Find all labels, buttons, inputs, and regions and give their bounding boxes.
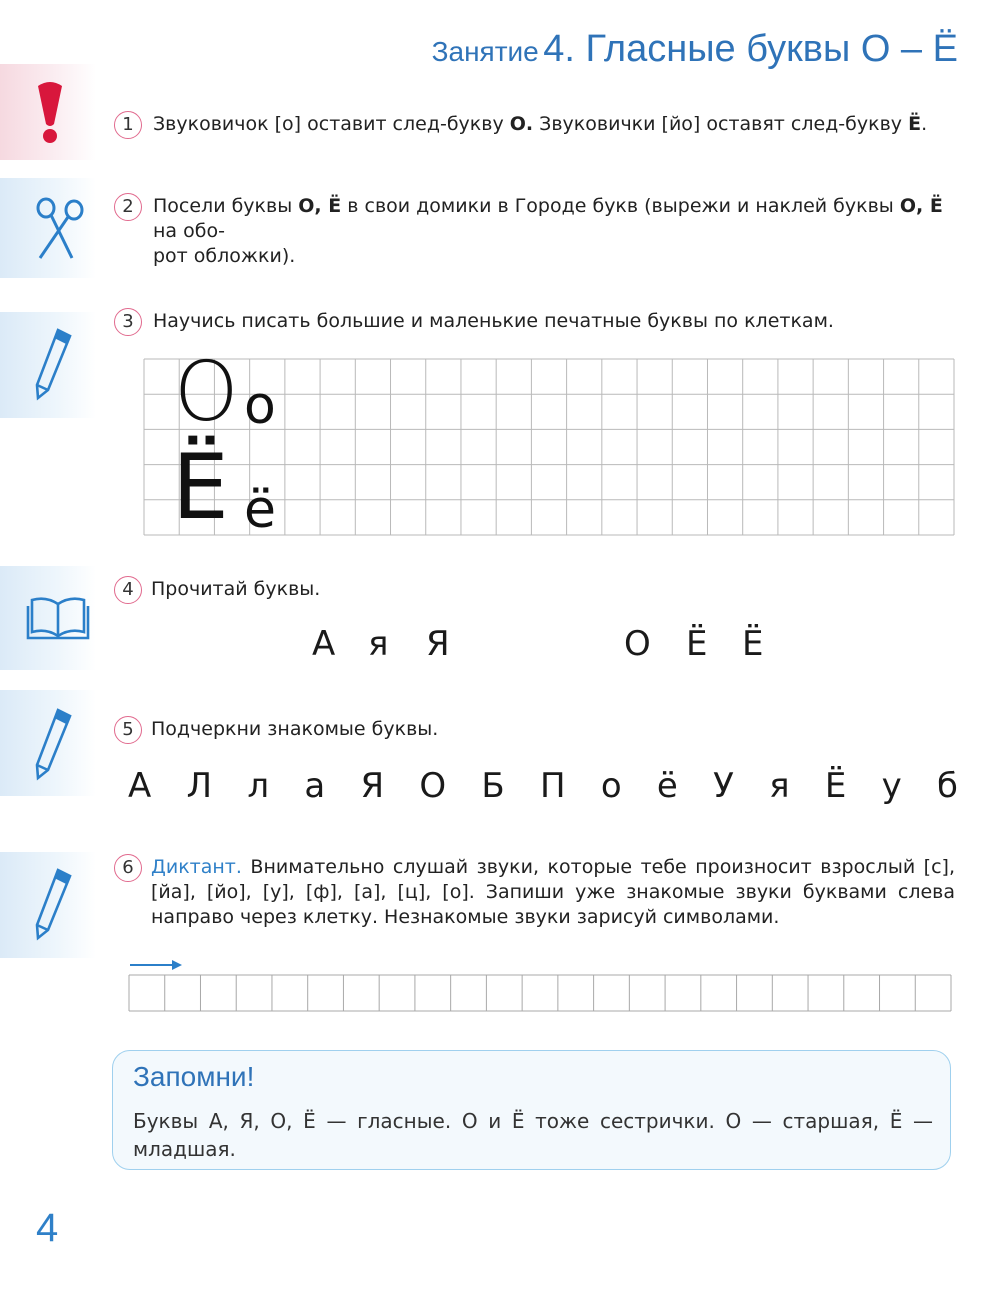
letter[interactable]: О (419, 766, 447, 806)
pencil-icon (34, 866, 74, 942)
pencil-icon (34, 326, 74, 402)
task-number: 5 (114, 716, 142, 744)
scissors-icon (32, 196, 86, 262)
arrow-right-icon (128, 958, 188, 972)
remember-title: Запомни! (133, 1061, 255, 1092)
book-icon (26, 594, 90, 642)
task-number: 6 (114, 854, 142, 882)
letter: я (368, 624, 389, 664)
dictation-cells[interactable] (128, 974, 954, 1014)
task-number: 2 (114, 193, 142, 221)
title-prefix: Занятие (431, 36, 539, 67)
letter[interactable]: о (600, 766, 622, 806)
letter-upper-o: О (174, 345, 239, 440)
letter[interactable]: Ё (824, 766, 847, 806)
letter-lower-yo: ё (244, 480, 276, 540)
letter[interactable]: П (540, 766, 566, 806)
letter[interactable]: Л (186, 766, 213, 806)
letter: А (312, 624, 336, 664)
task-number: 4 (114, 576, 142, 604)
letter-upper-yo: Ё (172, 435, 229, 540)
letter: Ё (686, 624, 708, 664)
page-title (432, 28, 958, 71)
letter: Я (426, 624, 450, 664)
task-5-text: Подчеркни знакомые буквы. (151, 718, 439, 740)
pencil-icon (34, 706, 74, 782)
task-number: 3 (114, 308, 142, 336)
letter: Ё (742, 624, 764, 664)
letter-lower-o: о (244, 376, 276, 436)
task-6-text: Диктант. Внимательно слушай звуки, которые тебе произносит взрослый [с], [йа], [йо], [у], [ф], [а], [ц], [о]. Запиши уже знакомые звуки буквами слева направо через клетку. Незнакомые звуки зарисуй символами. (151, 856, 955, 928)
letter[interactable]: л (247, 766, 270, 806)
task-2-text: Посели буквы О, Ё в свои домики в Городе букв (вырежи и наклей буквы О, Ё на обо- рот обложки). (153, 195, 943, 267)
task-3-text: Научись писать большие и маленькие печатные буквы по клеткам. (153, 310, 834, 332)
page-number: 4 (36, 1206, 59, 1250)
exclamation-icon (30, 80, 70, 146)
letter: О (624, 624, 651, 664)
task-4-text: Прочитай буквы. (151, 578, 321, 600)
letter[interactable]: б (936, 766, 958, 806)
letter[interactable]: Я (360, 766, 385, 806)
task-1-text: Звуковичок [о] оставит след-букву О. Звуковички [йо] оставят след-букву Ё. (153, 113, 928, 135)
letter[interactable]: У (713, 766, 734, 806)
letter-group-2 (624, 624, 782, 664)
letter[interactable]: я (769, 766, 790, 806)
letter-group-1 (312, 624, 466, 664)
task-number: 1 (114, 111, 142, 139)
letters-to-underline[interactable] (128, 766, 958, 812)
letter[interactable]: Б (481, 766, 505, 806)
letter[interactable]: А (128, 766, 152, 806)
remember-box (112, 1050, 951, 1170)
title-main: 4. Гласные буквы О – Ё (543, 28, 958, 70)
letter[interactable]: у (881, 766, 902, 806)
letter[interactable]: а (304, 766, 326, 806)
remember-text: Буквы А, Я, О, Ё — гласные. О и Ё тоже сестрички. О — старшая, Ё — младшая. (133, 1109, 933, 1161)
letter[interactable]: ё (656, 766, 678, 806)
